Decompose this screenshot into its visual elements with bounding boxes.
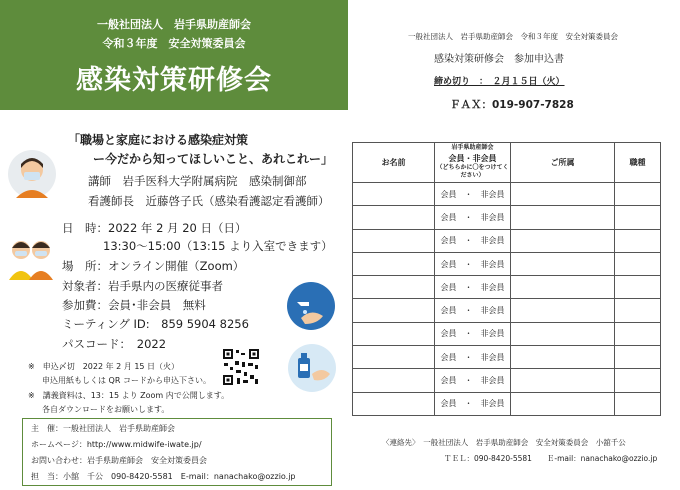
name-cell[interactable] bbox=[353, 276, 435, 299]
table-row bbox=[353, 252, 661, 275]
name-cell[interactable] bbox=[353, 299, 435, 322]
table-row bbox=[353, 369, 661, 392]
name-cell[interactable] bbox=[353, 346, 435, 369]
lecturer-line-1: 講師 岩手医科大学附属病院 感染制御部 bbox=[88, 174, 307, 188]
event-time: 13:30～15:00（13:15 より入室できます） bbox=[103, 239, 333, 253]
table-row bbox=[353, 392, 661, 415]
form-title: 感染対策研修会 参加申込書 bbox=[434, 54, 564, 65]
table-row bbox=[353, 206, 661, 229]
footer-host: 主 催：一般社団法人 岩手県助産師会 bbox=[31, 424, 175, 433]
name-cell[interactable] bbox=[353, 183, 435, 206]
event-fee: 参加費：会員･非会員 無料 bbox=[62, 298, 206, 312]
col-header-affiliation: ご所属 bbox=[511, 143, 615, 183]
job-cell[interactable] bbox=[615, 252, 661, 275]
member-cell[interactable]: 会員 ・ 非会員 bbox=[435, 392, 511, 415]
form-contact-line-2: ＴＥＬ：090-8420-5581 Ｅ-mail：nanachako@ozzio.jp bbox=[444, 454, 658, 463]
affiliation-cell[interactable] bbox=[511, 299, 615, 322]
job-cell[interactable] bbox=[615, 392, 661, 415]
passcode: パスコード： 2022 bbox=[62, 337, 167, 351]
form-org-line: 一般社団法人 岩手県助産師会 令和３年度 安全対策委員会 bbox=[408, 32, 618, 41]
job-cell[interactable] bbox=[615, 183, 661, 206]
member-cell[interactable]: 会員 ・ 非会員 bbox=[435, 346, 511, 369]
form-fax: ＦＡＸ：019-907-7828 bbox=[450, 99, 574, 111]
footer-contact: 担 当：小舘 千公 090-8420-5581 E-mail：nanachako@ozzio.jp bbox=[31, 472, 296, 481]
table-row bbox=[353, 299, 661, 322]
affiliation-cell[interactable] bbox=[511, 183, 615, 206]
footer-inquiry: お問い合わせ：岩手県助産師会 安全対策委員会 bbox=[31, 456, 207, 465]
name-cell[interactable] bbox=[353, 229, 435, 252]
sanitizer-icon bbox=[288, 344, 336, 392]
member-cell[interactable]: 会員 ・ 非会員 bbox=[435, 229, 511, 252]
affiliation-cell[interactable] bbox=[511, 206, 615, 229]
member-instruction: （どちらかに〇をつけてください） bbox=[436, 163, 509, 180]
job-cell[interactable] bbox=[615, 206, 661, 229]
handwash-icon bbox=[287, 282, 335, 330]
topic-line-2: ー今だから知ってほしいこと、あれこれー」 bbox=[93, 152, 334, 166]
col-header-member bbox=[435, 143, 511, 183]
children-icon bbox=[5, 232, 57, 282]
job-cell[interactable] bbox=[615, 369, 661, 392]
job-cell[interactable] bbox=[615, 229, 661, 252]
table-row bbox=[353, 322, 661, 345]
name-cell[interactable] bbox=[353, 252, 435, 275]
note-download: 各自ダウンロードをお願いします。 bbox=[42, 405, 170, 414]
table-row bbox=[353, 276, 661, 299]
note-materials: ※ 講義資料は、13：15 より Zoom 内で公開します。 bbox=[28, 391, 230, 400]
table-row bbox=[353, 183, 661, 206]
application-table bbox=[352, 142, 661, 416]
job-cell[interactable] bbox=[615, 322, 661, 345]
member-org-label: 岩手県助産師会 bbox=[451, 144, 494, 152]
header-banner bbox=[0, 0, 348, 110]
job-cell[interactable] bbox=[615, 346, 661, 369]
col-header-name: お名前 bbox=[353, 143, 435, 183]
affiliation-cell[interactable] bbox=[511, 322, 615, 345]
event-place: 場 所：オンライン開催（Zoom） bbox=[62, 259, 245, 273]
note-apply: 申込用紙もしくは QR コードから申込下さい。 bbox=[42, 376, 211, 385]
member-cell[interactable]: 会員 ・ 非会員 bbox=[435, 299, 511, 322]
job-cell[interactable] bbox=[615, 276, 661, 299]
name-cell[interactable] bbox=[353, 322, 435, 345]
event-target: 対象者：岩手県内の医療従事者 bbox=[62, 279, 223, 293]
job-cell[interactable] bbox=[615, 299, 661, 322]
form-contact-line-1: 〈連絡先〉 一般社団法人 岩手県助産師会 安全対策委員会 小舘千公 bbox=[382, 438, 626, 447]
name-cell[interactable] bbox=[353, 369, 435, 392]
member-cell[interactable]: 会員 ・ 非会員 bbox=[435, 183, 511, 206]
member-cell[interactable]: 会員 ・ 非会員 bbox=[435, 252, 511, 275]
org-name: 一般社団法人 岩手県助産師会 bbox=[97, 18, 251, 31]
footer-box bbox=[22, 418, 332, 486]
member-choice-label: 会員・非会員 bbox=[448, 153, 497, 163]
col-header-job: 職種 bbox=[615, 143, 661, 183]
affiliation-cell[interactable] bbox=[511, 252, 615, 275]
member-cell[interactable]: 会員 ・ 非会員 bbox=[435, 276, 511, 299]
form-deadline: 締め切り ： ２月１５日（火） bbox=[434, 77, 565, 87]
event-date: 日 時：2022 年 2 月 20 日（日） bbox=[62, 221, 247, 235]
affiliation-cell[interactable] bbox=[511, 276, 615, 299]
member-cell[interactable]: 会員 ・ 非会員 bbox=[435, 369, 511, 392]
meeting-id: ミーティング ID: 859 5904 8256 bbox=[62, 317, 249, 331]
page-title: 感染対策研修会 bbox=[76, 65, 272, 96]
affiliation-cell[interactable] bbox=[511, 369, 615, 392]
note-deadline: ※ 申込〆切 2022 年 2 月 15 日（火） bbox=[28, 362, 180, 371]
member-cell[interactable]: 会員 ・ 非会員 bbox=[435, 322, 511, 345]
qr-code-icon[interactable] bbox=[222, 348, 260, 386]
name-cell[interactable] bbox=[353, 206, 435, 229]
affiliation-cell[interactable] bbox=[511, 392, 615, 415]
affiliation-cell[interactable] bbox=[511, 229, 615, 252]
footer-homepage[interactable]: ホームページ：http://www.midwife-iwate.jp/ bbox=[31, 440, 202, 449]
table-row bbox=[353, 346, 661, 369]
table-row bbox=[353, 229, 661, 252]
member-cell[interactable]: 会員 ・ 非会員 bbox=[435, 206, 511, 229]
lecturer-line-2: 看護師長 近藤啓子氏（感染看護認定看護師） bbox=[88, 194, 330, 208]
name-cell[interactable] bbox=[353, 392, 435, 415]
topic-line-1: 「職場と家庭における感染症対策 bbox=[68, 133, 249, 147]
person-icon bbox=[8, 148, 56, 200]
affiliation-cell[interactable] bbox=[511, 346, 615, 369]
committee-name: 令和３年度 安全対策委員会 bbox=[102, 37, 246, 50]
